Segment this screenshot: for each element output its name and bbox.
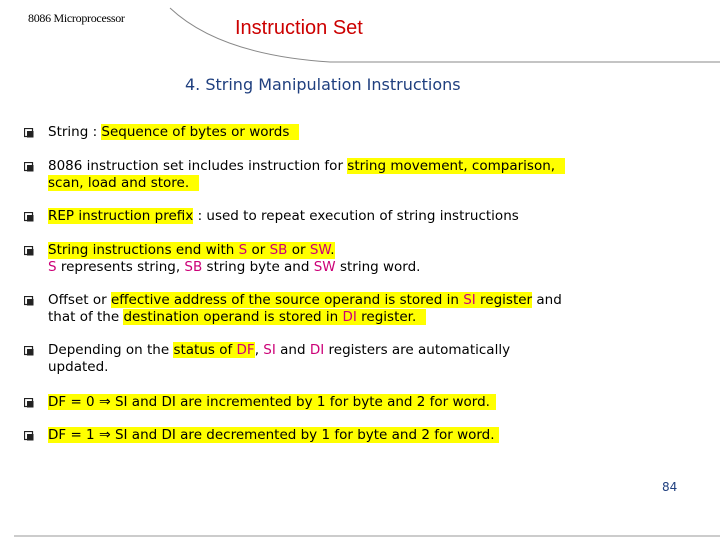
bullet-text: registers are automatically xyxy=(324,342,511,358)
bullet-highlight: effective address of the source operand is stored in xyxy=(110,292,464,308)
bullet-text: : used to repeat execution of string instructions xyxy=(193,208,519,224)
slide-title: Instruction Set xyxy=(235,17,363,39)
bullet-highlight: register. xyxy=(356,309,417,325)
register-name: S xyxy=(238,242,248,258)
bullet-highlight: destination operand is stored in xyxy=(123,309,343,325)
bullet-text: or xyxy=(287,242,310,258)
bullet-highlight: scan, load and store. xyxy=(48,175,199,191)
register-name: DF xyxy=(236,342,255,358)
bullet-text: represents string, xyxy=(56,259,185,275)
checkbox-bullet-icon xyxy=(24,398,34,408)
bullet-text: string word. xyxy=(335,259,421,275)
bottom-border-line xyxy=(14,535,720,537)
checkbox-bullet-icon xyxy=(24,296,34,306)
bullet-highlight: string movement, comparison, xyxy=(347,158,565,174)
bullet-highlight: status of xyxy=(173,342,237,358)
slide-subtitle: 4. String Manipulation Instructions xyxy=(185,75,461,94)
bullet-highlight: REP instruction prefix xyxy=(48,208,194,224)
bullet-item xyxy=(48,158,565,192)
register-name: SB xyxy=(184,259,203,275)
bullet-item xyxy=(48,208,519,225)
checkbox-bullet-icon xyxy=(24,246,34,256)
implies-arrow-icon: ⇒ xyxy=(98,427,111,443)
checkbox-bullet-icon xyxy=(24,346,34,356)
bullet-text: that of the xyxy=(48,309,124,325)
register-name: SB xyxy=(269,242,288,258)
bullet-item xyxy=(48,394,496,411)
course-label: 8086 Microprocessor xyxy=(28,11,125,25)
bullet-text: Offset or xyxy=(48,292,111,308)
bullet-item xyxy=(48,242,420,276)
checkbox-bullet-icon xyxy=(24,128,34,138)
bullet-text: SI and DI are incremented by 1 for byte and 2 for word. xyxy=(110,394,490,410)
register-name: SI xyxy=(463,292,476,308)
bullet-text: string byte and xyxy=(202,259,314,275)
bullet-text: or xyxy=(247,242,270,258)
bullet-text: 8086 instruction set includes instruction for xyxy=(48,158,348,174)
bullet-text: DF = 1 xyxy=(48,427,99,443)
bullet-highlight: register xyxy=(475,292,533,308)
register-name: DI xyxy=(309,342,325,358)
bullet-item xyxy=(48,427,499,444)
bullet-item xyxy=(48,342,510,376)
bullet-text: and xyxy=(275,342,310,358)
page-number: 84 xyxy=(662,480,678,494)
register-name: SW xyxy=(309,242,331,258)
implies-arrow-icon: ⇒ xyxy=(98,394,111,410)
register-name: DI xyxy=(342,309,357,325)
checkbox-bullet-icon xyxy=(24,431,34,441)
checkbox-bullet-icon xyxy=(24,162,34,172)
bullet-text: . xyxy=(330,242,335,258)
checkbox-bullet-icon xyxy=(24,212,34,222)
register-name: SI xyxy=(263,342,276,358)
bullet-text: and xyxy=(532,292,562,308)
register-name: S xyxy=(48,259,57,275)
bullet-text: , xyxy=(254,342,264,358)
bullet-text: DF = 0 xyxy=(48,394,99,410)
register-name: SW xyxy=(313,259,336,275)
bullet-item xyxy=(48,292,562,326)
bullet-text: Depending on the xyxy=(48,342,174,358)
bullet-text: String instructions end with xyxy=(48,242,239,258)
bullet-item xyxy=(48,124,299,141)
bullet-text: String : xyxy=(48,124,102,140)
bullet-text: SI and DI are decremented by 1 for byte and 2 for word. xyxy=(110,427,495,443)
bullet-text: updated. xyxy=(48,359,109,375)
bullet-highlight: Sequence of bytes or words xyxy=(101,124,299,140)
